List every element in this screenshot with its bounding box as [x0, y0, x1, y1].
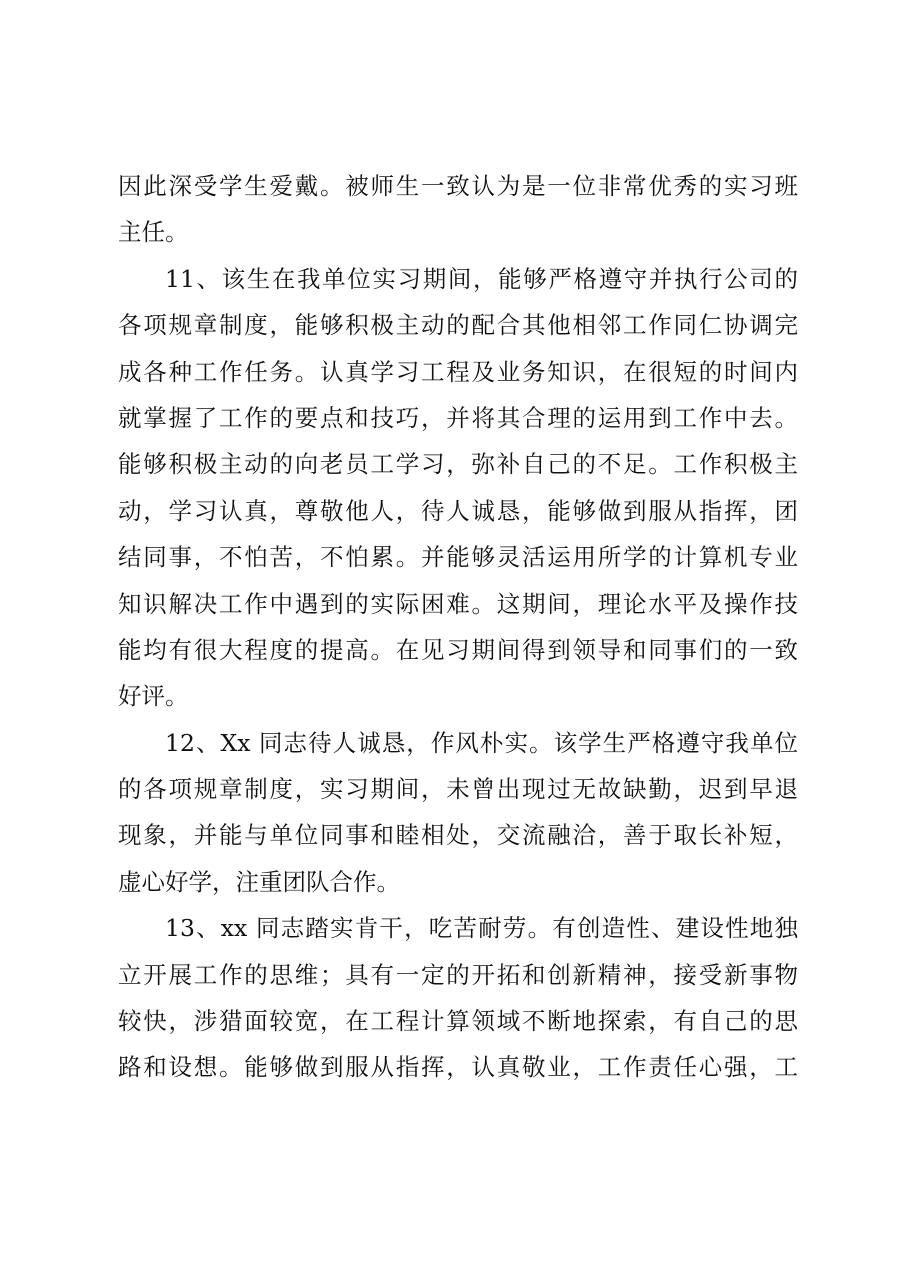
- text-line: 现象，并能与单位同事和睦相处，交流融洽，善于取长补短，: [118, 821, 798, 850]
- text-line: 动，学习认真，尊敬他人，待人诚恳，能够做到服从指挥，团: [118, 496, 798, 525]
- text-line: 路和设想。能够做到服从指挥，认真敬业，工作责任心强，工: [118, 1053, 798, 1082]
- text-line: 主任。: [118, 218, 189, 247]
- text-line: 11、该生在我单位实习期间，能够严格遵守并执行公司的: [165, 264, 798, 293]
- text-line: 结同事，不怕苦，不怕累。并能够灵活运用所学的计算机专业: [118, 543, 798, 572]
- text-line: 就掌握了工作的要点和技巧，并将其合理的运用到工作中去。: [118, 403, 798, 432]
- text-line: 成各种工作任务。认真学习工程及业务知识，在很短的时间内: [118, 357, 798, 386]
- text-line: 能均有很大程度的提高。在见习期间得到领导和同事们的一致: [118, 635, 798, 664]
- text-line: 能够积极主动的向老员工学习，弥补自己的不足。工作积极主: [118, 450, 798, 479]
- text-line: 好评。: [118, 682, 189, 711]
- text-line: 13、xx 同志踏实肯干，吃苦耐劳。有创造性、建设性地独: [165, 914, 798, 943]
- text-line: 较快，涉猎面较宽，在工程计算领域不断地探索，有自己的思: [118, 1007, 798, 1036]
- text-line: 知识解决工作中遇到的实际困难。这期间，理论水平及操作技: [118, 589, 798, 618]
- document-body: [118, 163, 798, 1091]
- text-line: 12、Xx 同志待人诚恳，作风朴实。该学生严格遵守我单位: [165, 728, 798, 757]
- text-line: 的各项规章制度，实习期间，未曾出现过无故缺勤，迟到早退: [118, 775, 798, 804]
- text-line: 各项规章制度，能够积极主动的配合其他相邻工作同仁协调完: [118, 311, 798, 340]
- text-line: 立开展工作的思维；具有一定的开拓和创新精神，接受新事物: [118, 960, 798, 989]
- text-line: 虚心好学，注重团队合作。: [118, 867, 400, 896]
- text-line: 因此深受学生爱戴。被师生一致认为是一位非常优秀的实习班: [118, 172, 798, 200]
